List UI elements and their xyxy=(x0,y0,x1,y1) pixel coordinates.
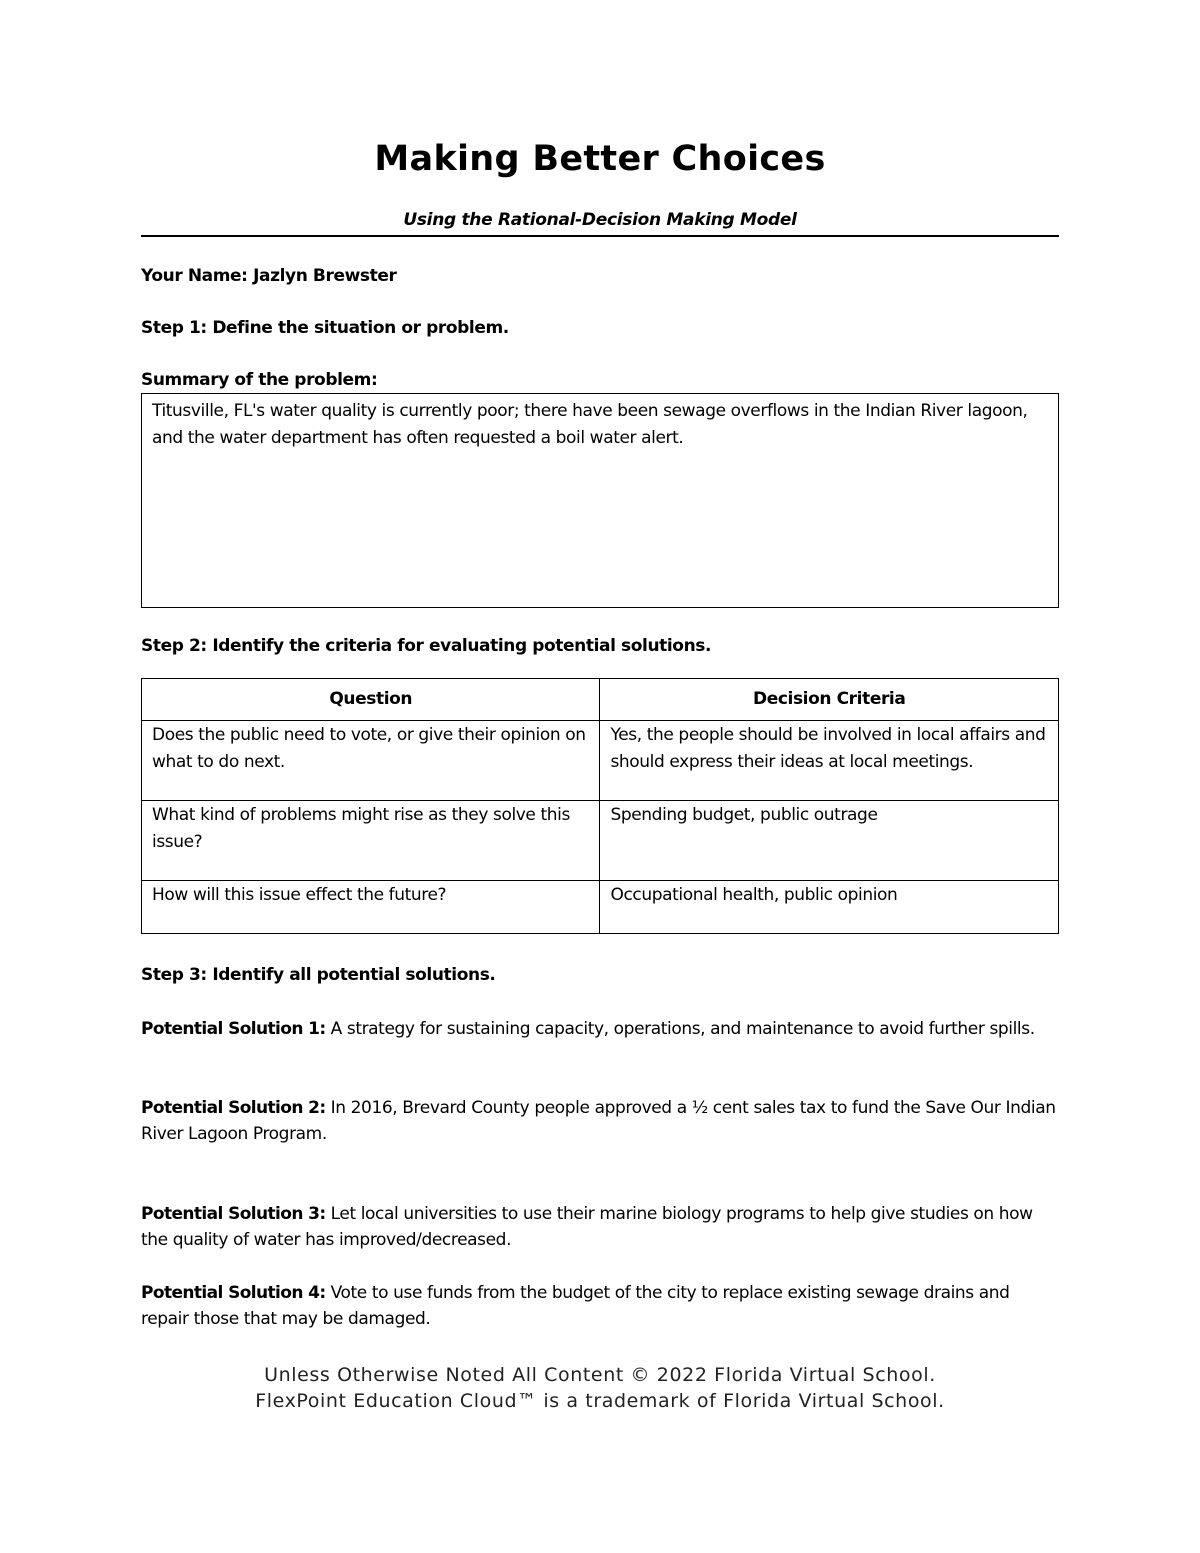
title-divider xyxy=(141,235,1059,237)
summary-text: Titusville, FL's water quality is currently poor; there have been sewage overflows in the Indian River lagoon, and the water department has often requested a boil water alert. xyxy=(152,401,1028,448)
table-row xyxy=(142,801,1059,881)
name-value: Jazlyn Brewster xyxy=(253,266,397,286)
page-subtitle: Using the Rational-Decision Making Model xyxy=(403,210,797,230)
page-title: Making Better Choices xyxy=(374,139,826,179)
criteria-table xyxy=(141,678,1059,934)
solution-label: Potential Solution 1: xyxy=(141,1019,326,1039)
step3-heading: Step 3: Identify all potential solutions. xyxy=(141,965,496,985)
table-header-row xyxy=(142,679,1059,721)
solution-label: Potential Solution 2: xyxy=(141,1098,326,1118)
solution-1 xyxy=(141,1016,1059,1042)
criteria-cell: Occupational health, public opinion xyxy=(600,881,1059,934)
solution-label: Potential Solution 3: xyxy=(141,1204,326,1224)
solution-text: Vote to use funds from the budget of the city to replace existing sewage drains and repair those that may be damaged. xyxy=(141,1283,1010,1329)
column-header-question: Question xyxy=(142,679,600,721)
copyright-footer xyxy=(141,1362,1059,1414)
criteria-cell: Yes, the people should be involved in local affairs and should express their ideas at local meetings. xyxy=(600,721,1059,801)
column-header-criteria: Decision Criteria xyxy=(600,679,1059,721)
criteria-cell: Spending budget, public outrage xyxy=(600,801,1059,881)
table-row xyxy=(142,881,1059,934)
solution-text: Let local universities to use their marine biology programs to help give studies on how the quality of water has improved/decreased. xyxy=(141,1204,1033,1250)
question-cell: Does the public need to vote, or give their opinion on what to do next. xyxy=(142,721,600,801)
footer-line-2: FlexPoint Education Cloud™ is a trademark of Florida Virtual School. xyxy=(255,1390,945,1412)
question-cell: What kind of problems might rise as they solve this issue? xyxy=(142,801,600,881)
solution-4 xyxy=(141,1280,1059,1332)
summary-box xyxy=(141,393,1059,608)
solution-text: In 2016, Brevard County people approved a ½ cent sales tax to fund the Save Our Indian River Lagoon Program. xyxy=(141,1098,1056,1144)
footer-line-1: Unless Otherwise Noted All Content © 2022 Florida Virtual School. xyxy=(264,1364,936,1386)
table-row xyxy=(142,721,1059,801)
question-cell: How will this issue effect the future? xyxy=(142,881,600,934)
step1-heading: Step 1: Define the situation or problem. xyxy=(141,318,509,338)
solution-2 xyxy=(141,1095,1059,1147)
solution-label: Potential Solution 4: xyxy=(141,1283,326,1303)
summary-label: Summary of the problem: xyxy=(141,370,378,390)
step2-heading: Step 2: Identify the criteria for evaluating potential solutions. xyxy=(141,636,712,656)
solution-text: A strategy for sustaining capacity, operations, and maintenance to avoid further spills. xyxy=(330,1019,1035,1039)
solution-3 xyxy=(141,1201,1059,1253)
name-line xyxy=(141,266,396,286)
name-label: Your Name: xyxy=(141,266,248,286)
